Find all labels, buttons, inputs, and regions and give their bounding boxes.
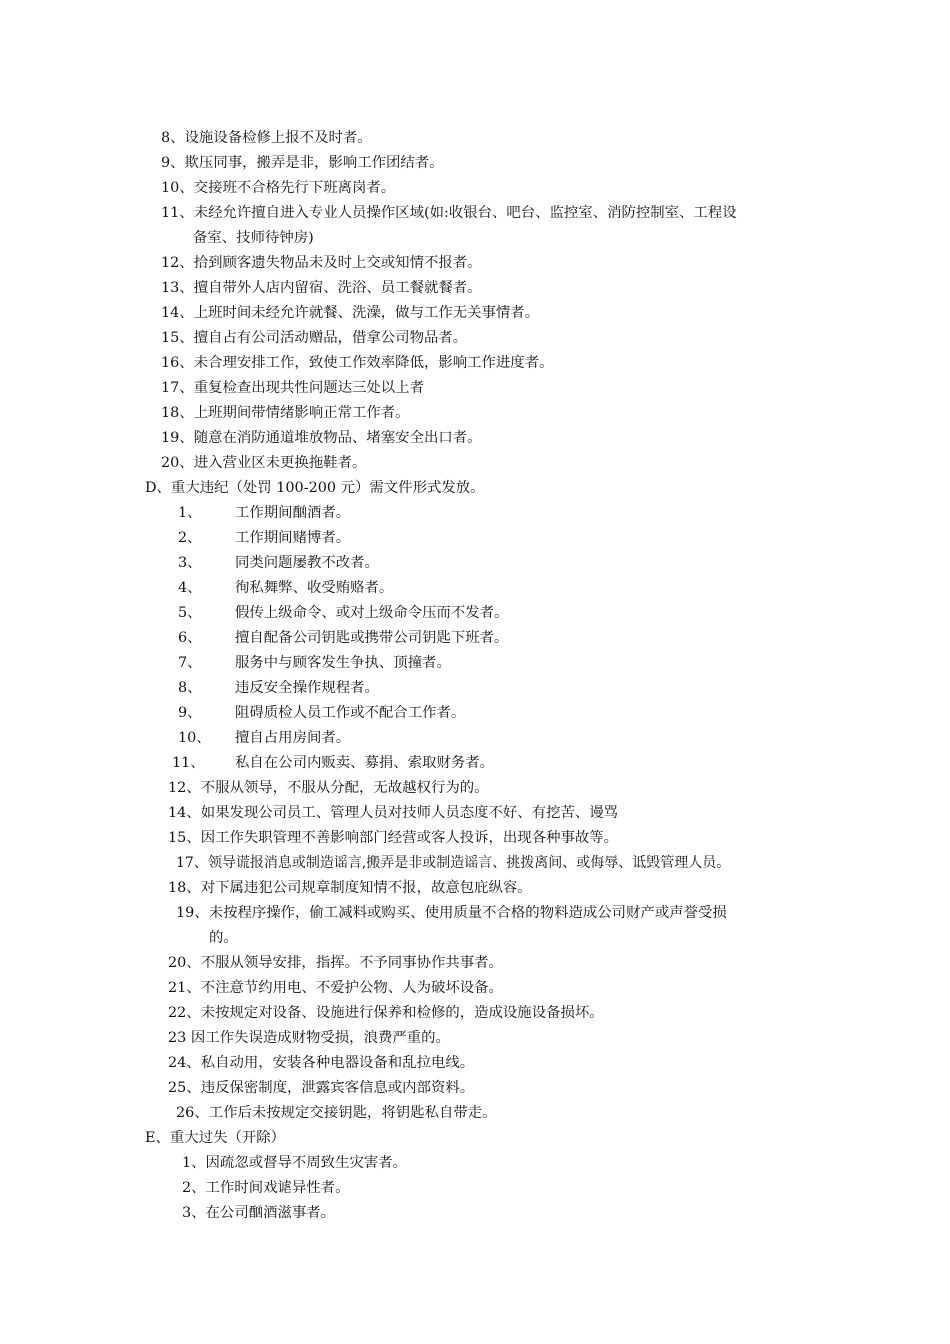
section-heading: E、重大过失（开除） <box>145 1130 286 1146</box>
item-number: 10、 <box>178 730 211 746</box>
item-text: 假传上级命令、或对上级命令压而不发者。 <box>235 605 509 621</box>
item-number: 7、 <box>178 655 202 671</box>
item-number: 3、 <box>178 555 202 571</box>
list-item: 17、领导谎报消息或制造谣言,搬弄是非或制造谣言、挑拨离间、或侮辱、诋毁管理人员。 <box>176 855 731 871</box>
item-text: 徇私舞弊、收受贿赂者。 <box>235 580 394 596</box>
section-heading: D、重大违纪（处罚 100-200 元）需文件形式发放。 <box>145 480 485 496</box>
list-item: 23 因工作失误造成财物受损，浪费严重的。 <box>168 1030 450 1046</box>
list-item: 19、随意在消防通道堆放物品、堵塞安全出口者。 <box>161 430 482 446</box>
item-text: 同类问题屡教不改者。 <box>235 555 379 571</box>
list-item: 22、未按规定对设备、设施进行保养和检修的，造成设施设备损坏。 <box>168 1005 604 1021</box>
item-number: 4、 <box>178 580 202 596</box>
list-item: 14、上班时间未经允许就餐、洗澡，做与工作无关事情者。 <box>161 305 540 321</box>
list-item <box>178 528 350 548</box>
list-item: 12、不服从领导，不服从分配，无故越权行为的。 <box>168 780 489 796</box>
list-item: 16、未合理安排工作，致使工作效率降低，影响工作进度者。 <box>161 355 554 371</box>
list-item-continuation: 的。 <box>209 930 238 946</box>
item-number: 1、 <box>178 505 202 521</box>
list-item <box>178 703 465 723</box>
list-item: 24、私自动用，安装各种电器设备和乱拉电线。 <box>168 1055 475 1071</box>
item-text: 工作期间赌博者。 <box>235 530 351 546</box>
list-item: 15、擅自占有公司活动赠品，借拿公司物品者。 <box>161 330 468 346</box>
list-item: 10、交接班不合格先行下班离岗者。 <box>161 180 396 196</box>
list-item: 12、拾到顾客遗失物品未及时上交或知情不报者。 <box>161 255 482 271</box>
item-number: 9、 <box>178 705 202 721</box>
item-number: 2、 <box>178 530 202 546</box>
list-item: 14、如果发现公司员工、管理人员对技师人员态度不好、有挖苦、谩骂 <box>168 805 619 821</box>
list-item: 15、因工作失职管理不善影响部门经营或客人投诉，出现各种事故等。 <box>168 830 619 846</box>
list-item: 8、设施设备检修上报不及时者。 <box>161 130 372 146</box>
item-text: 工作期间酗酒者。 <box>235 505 351 521</box>
list-item <box>178 653 451 673</box>
list-item <box>178 553 379 573</box>
item-text: 阻碍质检人员工作或不配合工作者。 <box>235 705 466 721</box>
item-number: 8、 <box>178 680 202 696</box>
item-text: 服务中与顾客发生争执、顶撞者。 <box>235 655 451 671</box>
list-item: 3、在公司酗酒滋事者。 <box>182 1205 336 1221</box>
item-number: 6、 <box>178 630 202 646</box>
list-item <box>178 728 350 748</box>
list-item: 21、不注意节约用电、不爱护公物、人为破坏设备。 <box>168 980 503 996</box>
item-number: 11、 <box>172 755 205 771</box>
list-item: 18、上班期间带情绪影响正常工作者。 <box>161 405 410 421</box>
list-item: 9、欺压同事，搬弄是非，影响工作团结者。 <box>161 155 444 171</box>
list-item: 25、违反保密制度，泄露宾客信息或内部资料。 <box>168 1080 475 1096</box>
list-item <box>178 678 379 698</box>
list-item: 20、进入营业区未更换拖鞋者。 <box>161 455 367 471</box>
list-item <box>172 753 494 773</box>
list-item: 26、工作后未按规定交接钥匙，将钥匙私自带走。 <box>176 1105 497 1121</box>
list-item: 11、未经允许擅自进入专业人员操作区域(如:收银台、吧台、监控室、消防控制室、工程设 <box>161 205 737 221</box>
list-item: 17、重复检查出现共性问题达三处以上者 <box>161 380 424 396</box>
list-item: 13、擅自带外人店内留宿、洗浴、员工餐就餐者。 <box>161 280 482 296</box>
list-item: 20、不服从领导安排，指挥。不予同事协作共事者。 <box>168 955 503 971</box>
item-text: 擅自占用房间者。 <box>235 730 351 746</box>
list-item: 2、工作时间戏谑异性者。 <box>182 1180 350 1196</box>
item-number: 5、 <box>178 605 202 621</box>
list-item <box>178 603 508 623</box>
item-text: 违反安全操作规程者。 <box>235 680 379 696</box>
list-item <box>178 578 393 598</box>
list-item-continuation: 备室、技师待钟房) <box>193 230 314 246</box>
item-text: 擅自配备公司钥匙或携带公司钥匙下班者。 <box>235 630 509 646</box>
list-item: 18、对下属违犯公司规章制度知情不报，故意包庇纵容。 <box>168 880 532 896</box>
list-item <box>178 628 508 648</box>
list-item: 19、未按程序操作，偷工减料或购买、使用质量不合格的物料造成公司财产或声誉受损 <box>176 905 727 921</box>
list-item <box>178 503 350 523</box>
item-text: 私自在公司内贩卖、募捐、索取财务者。 <box>235 755 495 771</box>
list-item: 1、因疏忽或督导不周致生灾害者。 <box>182 1155 408 1171</box>
